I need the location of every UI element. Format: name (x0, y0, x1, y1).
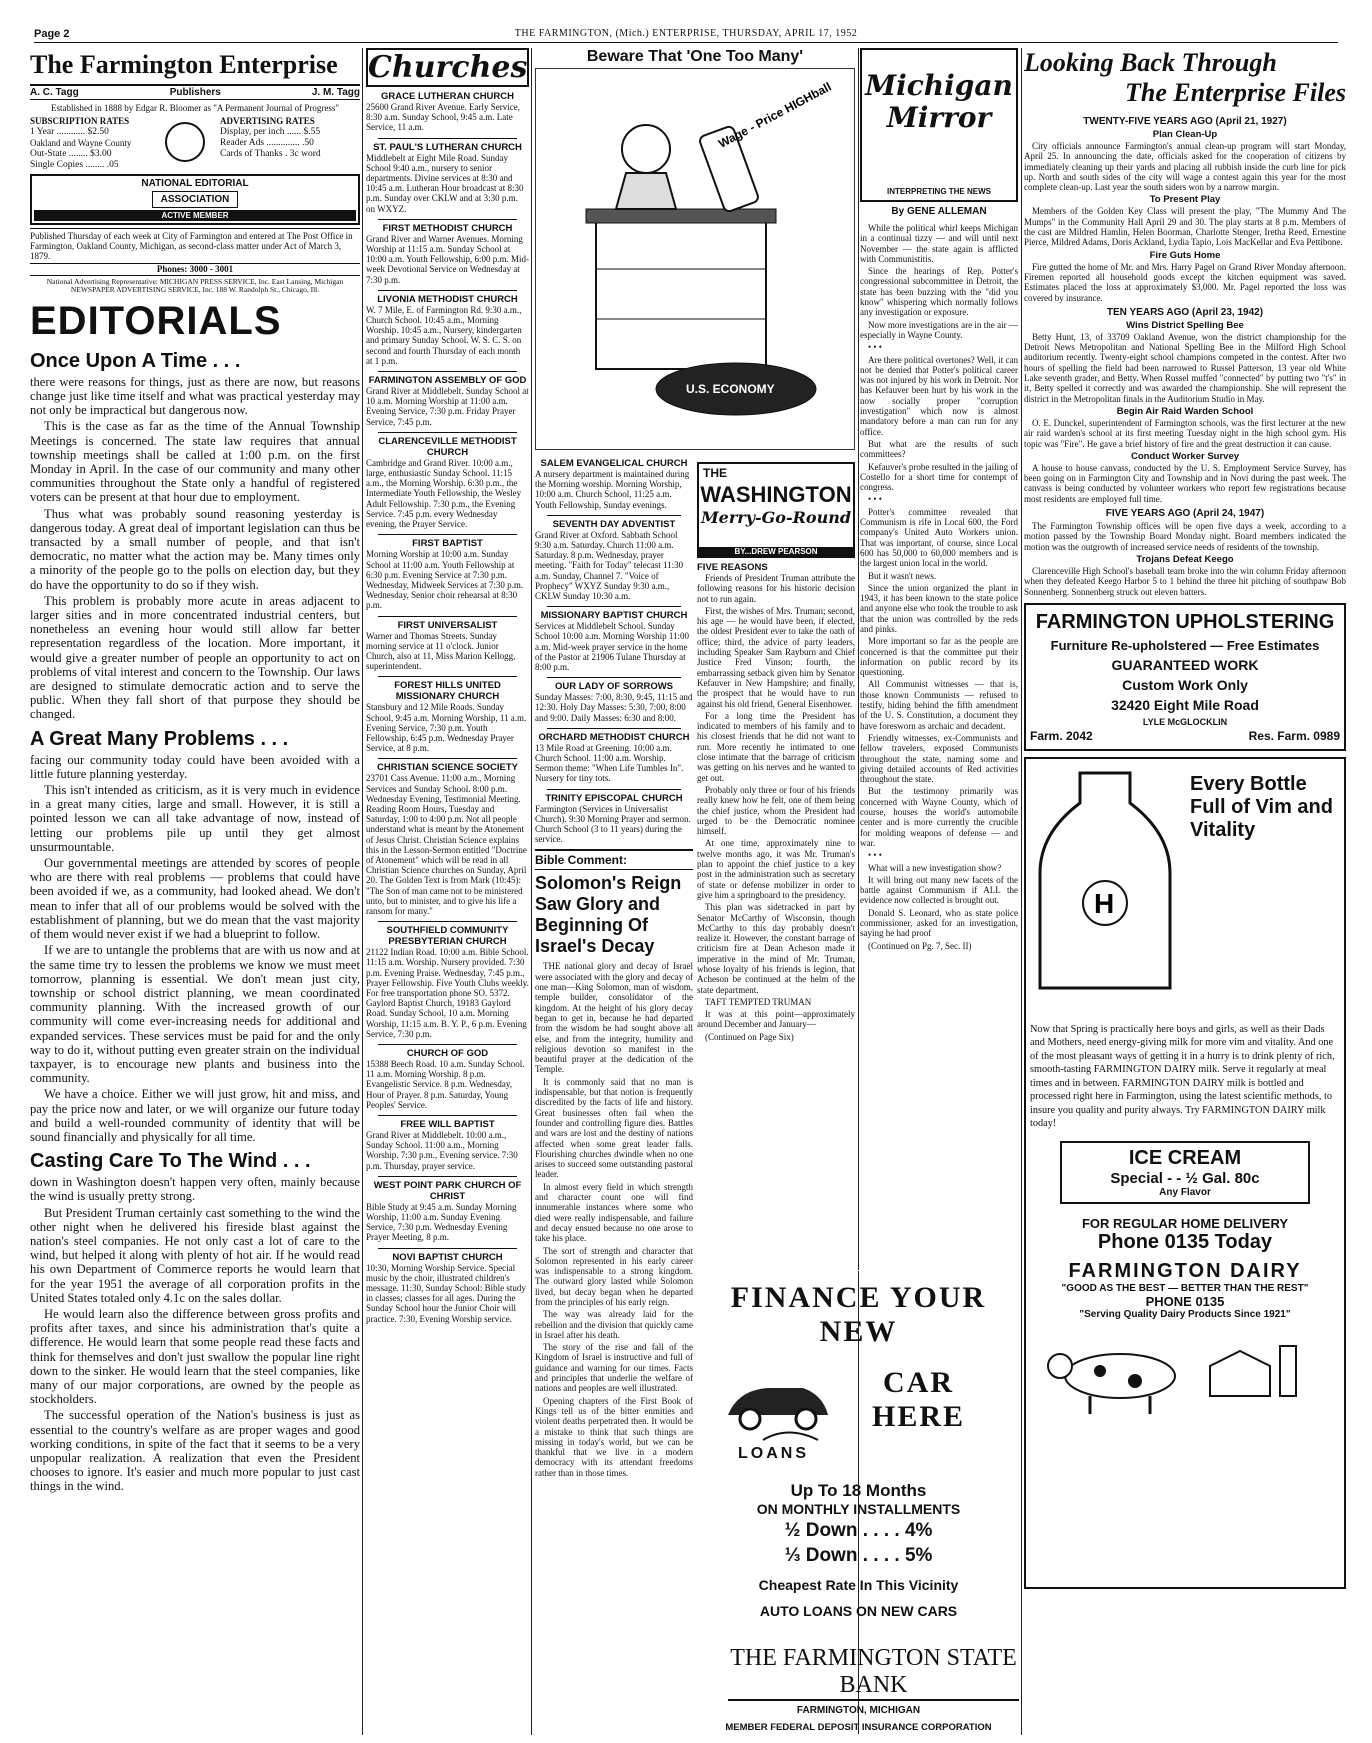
church-name: MISSIONARY BAPTIST CHURCH (540, 610, 688, 622)
church-listing (366, 925, 529, 1039)
looking-back-item-title: To Present Play (1149, 194, 1221, 206)
wmr-byline: BY...DREW PEARSON (699, 547, 853, 556)
paragraph: Since the union organized the plant in 1943, it has been known to the state police and anyone else who took the trouble to ask that the union was controlled by the reds and pinks. (860, 582, 1018, 634)
mirror-byline: By GENE ALLEMAN (891, 206, 987, 217)
church-name: FIRST METHODIST CHURCH (382, 222, 513, 234)
page-number: Page 2 (34, 28, 70, 40)
paragraph: Friends of President Truman attribute the following reasons for his historic decision not to run again. (697, 573, 855, 604)
masthead-line: THE FARMINGTON, (Mich.) ENTERPRISE, THURSDAY, APRIL 17, 1952 (514, 28, 858, 39)
looking-back-item-title: Plan Clean-Up (1152, 129, 1218, 140)
church-schedule: 15388 Beech Road. 10 a.m. Sunday School. 11 a.m. Morning Worship. 8 p.m. Evangelistic Service. 8 p.m. Wednesday, Hour of Prayer. 8 p.m. Saturday, Young Peoples' Service. (366, 1059, 525, 1110)
milk-bottle-icon (1030, 763, 1180, 993)
paragraph: The sort of strength and character that Solomon represented in his early career was indispensable to a strong kingdom. The outward glory lasted while Solomon lived, but decay began when he departed from the principles of his early reign. (535, 1245, 693, 1307)
church-schedule: 10:30, Morning Worship Service. Special music by the choir, illustrated children's message. 11:30, Sunday School: Bible study in classes; classes for all ages. During the Sunday School hour the Junior Choir will practice. 7:30, Evening Worship service. (366, 1262, 526, 1324)
paragraph: This problem is probably more acute in areas adjacent to larger sities and in more concentrated industrial centers, but nonetheless an evening hour would still allow far better representation regardless of the location. More important, it would give a greater number of people an opportunity to act on problems of vital interest and concern to the Township. Our laws are designed to stimulate democratic action and to serve the public. When they fall short of that purpose they should be changed. (30, 593, 360, 722)
publisher-mid: Publishers (169, 87, 221, 98)
paragraph: What will a new investigation show? (868, 862, 1002, 873)
ice-cream-special: Special - - ½ Gal. 80c (1110, 1169, 1260, 1187)
divider (547, 677, 681, 678)
church-schedule: Bible Study at 9:45 a.m. Sunday Morning Worship, 11:00 a.m. Sunday Evening Service, 7:30 p.m. Wednesday Evening Prayer Meeting, 8 p.m. (366, 1201, 517, 1243)
cartoon-panel (535, 48, 855, 453)
paragraph: While the political whirl keeps Michigan in a continual tizzy — and will until next November — the state again is afflicted with Communistitis. (860, 223, 1018, 264)
editorials-heading: EDITORIALS (30, 298, 282, 343)
church-name: SOUTHFIELD COMMUNITY PRESBYTERIAN CHURCH (386, 925, 509, 948)
divider (378, 616, 517, 617)
church-name: GRACE LUTHERAN CHURCH (381, 91, 514, 102)
church-name: FOREST HILLS UNITED MISSIONARY CHURCH (394, 680, 501, 703)
upholstery-owner: LYLE McGLOCKLIN (1142, 716, 1228, 727)
upholstery-address: 32420 Eight Mile Road (1111, 696, 1259, 713)
sub-rate: 1 Year ............ $2.50 (30, 127, 109, 138)
adv-rate: Cards of Thanks . 3c word (220, 149, 321, 160)
looking-back-item-title: Wins District Spelling Bee (1126, 319, 1244, 331)
mirror-tag: INTERPRETING THE NEWS (886, 187, 991, 196)
loans-label: LOANS (738, 1445, 809, 1462)
merry-go-round-column (697, 458, 855, 1266)
paragraph: Thus what was probably sound reasoning yesterday is dangerous today. A great deal of important legislation can thus be transacted by a small number of people, and that isn't democratic, no matter what the action may be. Many times only a minority of the people go to the polls on election day, but they do have the opportunity to do so if they wish. (30, 506, 360, 592)
church-schedule: 13 Mile Road at Greening. 10:00 a.m. Church School. 11:00 a.m. Worship. Sermon theme: "When Life Tumbles In". Nursery for tiny tots. (535, 742, 684, 784)
church-schedule: Grand River at Middlebelt. Sunday School at 10 a.m. Morning Worship at 11:00 a.m. Evening Service, 7:30 p.m. Friday Prayer Service, 7:45 p.m. (366, 386, 529, 427)
church-name: FREE WILL BAPTIST (400, 1119, 495, 1131)
ad-representative: National Advertising Representative: MICHIGAN PRESS SERVICE, Inc. East Lansing, Michigan NEWSPAPER ADVERTISING SERVICE, Inc. 188 W. Randolph St., Chicago, Ill. (46, 276, 344, 295)
paragraph: Probably only three or four of his friends really knew how he felt, one of them being the chief justice, whom the President had urged to be the Democratic nominee himself. (697, 784, 855, 837)
publishers-row (30, 84, 360, 100)
svg-text:H: H (1094, 887, 1115, 919)
paragraph: He would learn also the difference between gross profits and profits after taxes, and since his administration that's quite a difference. He would learn that some people read these facts and think for themselves and don't just swallow the popular line right down to the sinker. He would learn that the steel companies, like many of our major corporations, are owned by the people as stockholders. (30, 1306, 360, 1407)
dairy-ad (1024, 757, 1346, 1589)
editorial-body (30, 375, 360, 722)
paragraph: Our governmental meetings are attended by scores of people who are there with real problems — problems that could have been avoided if we, as a community, had looked ahead. We don't mean to infer that all of our problems would be solved with the establishment of planning, but we do mean that the vast majority of them would never exist if we had a blueprint to follow. (30, 856, 360, 942)
subscription-rates (30, 116, 150, 170)
michigan-press-seal (160, 116, 210, 170)
looking-back-item-text: Clarenceville High School's baseball team broke into the win column Friday afternoon when they defeated Keego Harbor 5 to 1 behind the three hit pitching of southpaw Bob Sonnenberg. Sonnenberg struck out eleven batters. (1024, 565, 1346, 597)
column-rule (1021, 48, 1022, 1735)
paragraph: THE national glory and decay of Israel were associated with the glory and decay of one man—King Solomon, man of wisdom, temple builder, consolidator of the kingdom. At the height of his glory decay began to get in, because he had departed from the wisdom he had sought above all else, and from the integrity, humility and religious devotion so manifest in the beautiful prayer at the dedication of the Temple. (535, 961, 693, 1075)
paragraph: Donald S. Leonard, who as state police commissioner, asked for an investigation, saying he had proof (860, 907, 1018, 939)
advertising-rates (220, 116, 360, 170)
editorial-column (30, 48, 360, 1735)
editorial-title: Casting Care To The Wind . . . (30, 1150, 311, 1173)
divider (378, 758, 517, 759)
wmr-body (697, 573, 855, 1042)
church-schedule: Grand River at Oxford. Sabbath School 9:30 a.m. Saturday. Church 11:00 a.m. Saturday. 8 p.m. Wednesday, prayer meeting. "Faith for Today" telecast 11:30 a.m. Sunday, Channel 7. "Voice of Prophecy" WXYZ Sunday 9:30 a.m., CKLW Sunday 10:30 a.m. (535, 529, 684, 602)
paragraph: Since the hearings of Rep. Potter's congressional subcommittee in Detroit, the state has been buzzing with the "did you know" whispering which normally follows any investigation or exposure. (860, 266, 1018, 318)
page-header (0, 0, 1372, 44)
bank-name: THE FARMINGTON STATE BANK (728, 1645, 1019, 1701)
divider (378, 1176, 517, 1177)
paragraph: First, the wishes of Mrs. Truman; second, his age — he would have been, if elected, the oldest President ever to take the oath of office; third, the advice of party leaders, including Speaker Sam Rayburn and Chief Justice Fred Vinson; fourth, the embarrassing setback given him by Senator Kefauver in New Hampshire; and finally, the prospect that he would have to run against his old friend, General Eisenhower. (697, 605, 855, 709)
paragraph: We have a choice. Either we will just grow, hit and miss, and pay the price now and later, or we will organize our future today and build a well-rounded community of identity that will be sound financially and physically for all time. (30, 1087, 360, 1144)
paragraph: facing our community today could have been avoided with a little future planning yesterday. (30, 752, 360, 781)
church-name: LIVONIA METHODIST CHURCH (377, 293, 518, 305)
church-schedule: 25600 Grand River Avenue. Early Service, 8:30 a.m. Sunday School, 9:45 a.m. Late Service, 11 a.m. (366, 102, 521, 133)
looking-back-section: TEN YEARS AGO (April 23, 1942) (1106, 306, 1264, 318)
paragraph: It will bring out many new facets of the battle against Communism if ALL the evidence now collected is brought out. (860, 874, 1018, 906)
paragraph: Opening chapters of the First Book of Kings tell us of the bitter enmities and violent deaths perpetrated then. It would be a mistake to think that such things are missing in today's world, but we can be thankful that we live in a modern democracy with its attendant freedoms rather than in those times. (535, 1395, 693, 1478)
paper-title: The Farmington Enterprise (30, 50, 338, 79)
merry-go-round-logo (697, 462, 855, 558)
looking-head1: Looking Back Through (1024, 48, 1277, 77)
established-note: Established in 1888 by Edgar R. Bloomer as "A Permanent Journal of Progress" (50, 103, 340, 113)
churches-column (366, 48, 529, 1735)
church-listing (366, 142, 529, 214)
divider (378, 371, 517, 372)
paragraph: The way was already laid for the rebellion and the division that quickly came in Israel after his death. (535, 1309, 693, 1340)
dairy-regular: FOR REGULAR HOME DELIVERY (1081, 1215, 1289, 1231)
paragraph: down in Washington doesn't happen very often, mainly because the wind is usually pretty strong. (30, 1175, 360, 1204)
church-schedule: W. 7 Mile, E. of Farmington Rd. 9:30 a.m., Church School. 10:45 a.m., Morning Worship. 10:45 a.m., Nursery, kindergarten and primary Sunday School. W. S. C. S. on second and fourth Thursday of each month at 1 p.m. (366, 304, 522, 366)
paragraph: there were reasons for things, just as there are now, but reasons change just like time itself and what was practical yesterday may not only be impractical but dangerous now. (30, 374, 360, 418)
dairy-top (1030, 763, 1340, 993)
paragraph: But what are the results of such committees? (860, 438, 1018, 460)
nea-name: NATIONAL EDITORIAL (141, 177, 249, 189)
adv-rate: Reader Ads .............. .50 (220, 138, 314, 149)
adv-rate: Display, per inch ...... $.55 (220, 127, 321, 138)
nea-badge (30, 174, 360, 225)
paragraph: The successful operation of the Nation's business is just as essential to the country's welfare as are proper wages and good working conditions, in spite of the fact that it seems to be a very unpopular realization. A realization that even the President chooses to ignore. It's easier and much more popular to just cast things in the wind. (30, 1408, 360, 1494)
church-listing (366, 762, 529, 916)
paragraph: Friendly witnesses, ex-Communists and fellow travelers, exposed Communists throughout the state, naming some and giving detailed accounts of Red activities throughout the state. (860, 732, 1018, 785)
church-name: TRINITY EPISCOPAL CHURCH (545, 792, 683, 804)
church-name: ORCHARD METHODIST CHURCH (538, 731, 690, 743)
bank-head2: CAR HERE (871, 1366, 966, 1433)
church-schedule: Grand River and Warner Avenues. Morning Worship at 11:15 a.m. Sunday School at 10:00 a.m. Youth Fellowship, 6:00 p.m. Mid-week Devotional Service on Wednesday at 7:30 p.m. (366, 233, 530, 285)
church-name: CLARENCEVILLE METHODIST CHURCH (378, 435, 517, 458)
dairy-headline: Every Bottle Full of Vim and Vitality (1190, 772, 1333, 841)
nea-member: ACTIVE MEMBER (34, 210, 356, 221)
church-name: WEST POINT PARK CHURCH OF CHRIST (373, 1179, 522, 1202)
dairy-since: "Serving Quality Dairy Products Since 1921" (1079, 1308, 1291, 1320)
bank-cheap: Cheapest Rate In This Vicinity (758, 1577, 959, 1593)
cow-farm-icon (1030, 1326, 1330, 1416)
bank-months: Up To 18 Months (790, 1481, 927, 1500)
bank-art (698, 1355, 1019, 1445)
church-listing (535, 458, 693, 510)
church-schedule: A nursery department is maintained during the Morning worship. Morning Worship, 10:00 a.m. Church School, 11:25 a.m. Youth Fellowship, Sunday evenings. (535, 469, 690, 510)
paragraph: It is commonly said that no man is indispensable, but that notion is frequently discredited by the facts of life and history. Great businesses often fail when the founder and controlling figure dies. Battles and wars are lost and the destiny of nations affected when some great leader falls. Flourishing churches dwindle when no one arises to succeed some outstanding pastoral leader. (535, 1076, 693, 1180)
economy-label: U.S. ECONOMY (686, 382, 775, 396)
church-name: SEVENTH DAY ADVENTIST (552, 518, 676, 530)
upholstery-line: GUARANTEED WORK (1111, 656, 1259, 673)
paragraph: This plan was sidetracked in part by Senator McCarthy of Wisconsin, though McCarthy to this day probably doesn't realize it. However, the constant barrage of criticism fire at Dean Acheson made it imperative in the mind of Mr. Truman, whose loyalty of his friends is legion, that Acheson be continued at the helm of the state department. (697, 902, 855, 995)
wmr-headline: FIVE REASONS (697, 562, 768, 573)
editorial-title: Once Upon A Time . . . (30, 349, 241, 372)
paragraph: If we are to untangle the problems that are with us now and at the same time try to lessen the problems we know we must meet tomorrow, planning is essential. We don't mean just city, township or school district planning, we mean coordinated community planning. With the increased growth of our community will come ever-increasing needs for additional and expanded services. These services must be paid for and the only way to do it, without putting even greater strain on the individual taxpayer, is to encourage new plants and business into the community. (30, 943, 360, 1086)
rates-box (30, 116, 360, 170)
church-listing (366, 91, 529, 133)
phones: Phones: 3000 - 3001 (30, 263, 360, 275)
paragraph: • • • (868, 850, 882, 861)
sub-rate: Single Copies ........ .05 (30, 159, 119, 170)
paragraph: But it wasn't news. (868, 570, 937, 581)
bank-fdic: MEMBER FEDERAL DEPOSIT INSURANCE CORPORATION (725, 1722, 992, 1733)
bank-installments: ON MONTHLY INSTALLMENTS (756, 1501, 961, 1517)
church-listing (366, 375, 529, 427)
church-schedule: Middlebelt at Eight Mile Road. Sunday School 9:40 a.m., nursery to senior departments. Divine services at 8:30 and 10:45 a.m. Lutheran Hour broadcast at 8:30 p.m. Sunday over CKLW and at 3:30 p.m. on WXYZ. (366, 152, 524, 214)
looking-back-item-text: The Farmington Township offices will be open five days a week, according to a motion passed by the Township Board Monday night. Board members indicated the motion was the outgrowth of increased service needs of residents of the township. (1024, 521, 1346, 552)
divider (378, 290, 517, 291)
looking-back-column (1024, 48, 1346, 1735)
bible-body (535, 961, 693, 1478)
church-listing (535, 732, 693, 784)
bottle-label: Wage - Price HIGHball (716, 79, 834, 151)
paragraph: (Continued on Pg. 7, Sec. II) (868, 940, 972, 951)
churches-continued (535, 458, 693, 1478)
church-listing (535, 610, 693, 672)
paragraph: • • • (868, 342, 882, 353)
looking-back-item-title: Trojans Defeat Keego (1136, 553, 1234, 565)
church-listing (366, 620, 529, 672)
dairy-phone: Phone 0135 Today (1097, 1230, 1273, 1253)
looking-back-item-title: Begin Air Raid Warden School (1116, 405, 1254, 417)
paragraph: TAFT TEMPTED TRUMAN (705, 996, 812, 1007)
cartoon-drawing (535, 68, 855, 450)
church-schedule: Grand River at Middlebelt. 10:00 a.m., Sunday School. 11:00 a.m., Morning Worship. 7:30 p.m., Evening service. 7:30 p.m. Thursday, prayer service. (366, 1130, 518, 1171)
church-name: SALEM EVANGELICAL CHURCH (540, 458, 688, 469)
divider (547, 789, 681, 790)
editorial-body (30, 753, 360, 1144)
publisher-left: A. C. Tagg (30, 87, 79, 98)
dairy-copy: Now that Spring is practically here boys and girls, as well as their Dads and Mothers, need energy-giving milk for more vim and vitality. And one of the most pleasant ways of getting it in a hurry is to drink plenty of rich, smooth-tasting FARMINGTON DAIRY milk. Serve it regularly at meal times and in between. FARMINGTON DAIRY milk is bottled and processed right here in Farmington, using the latest scientific methods, to insure you quality and purity always. Try FARMINGTON DAIRY milk today! (1030, 1023, 1335, 1130)
paragraph: For a long time the President has indicated to members of his family and to his closest friends that he did not want to run. More recently he intimated to one close intimate that the barrage of criticism was getting on his nerves and he wanted to get out. (697, 710, 855, 783)
upholstery-ad (1024, 603, 1346, 751)
paragraph: But President Truman certainly cast something to the wind the other night when he delivered his fireside blast against the nation's steel companies. He not only cast a lot of care to the wind, but helped it along with plenty of hot air. If he would read his own Department of Commerce reports he would learn that for the year 1951 the average of all corporation profits in the United States totaled only 4.1c on the sales dollar. (30, 1205, 360, 1305)
upholstery-line: Custom Work Only (1122, 676, 1248, 693)
subscription-head: SUBSCRIPTION RATES (30, 116, 130, 127)
church-schedule: Services at Middlebelt School. Sunday School 10:00 a.m. Morning Worship 11:00 a.m. Mid-week prayer service in the home of the Pastor at 21906 Tulane Thursday at 8:00 p.m. (535, 621, 690, 673)
church-list (366, 91, 529, 1324)
divider (378, 219, 517, 220)
looking-back-item-text: Fire gutted the home of Mr. and Mrs. Harry Pagel on Grand River Monday afternoon. Firemen reported all household goods except the kitchen equipment was saved. Estimates placed the loss at approximately $3,000. Mr. Pagel reported the loss was covered by insurance. (1024, 261, 1346, 303)
church-listing (535, 681, 693, 723)
divider (378, 432, 517, 433)
looking-back-item-text: Members of the Golden Key Class will present the play, "The Mummy And The Mumps" in the Community Hall April 29 and 30. The play starts at 8 p.m. Members of the cast are Mildred Hamlin, Helen Boorman, Charlotte Stenger, Iretha Reed, Ernestine Pierce, Mildred Adams, Doris Ackland, Lydia Tapio, Lois MacKellar and Eva Pettibone. (1024, 206, 1346, 248)
sub-rate: Oakland and Wayne County (30, 138, 132, 149)
divider (378, 1115, 517, 1116)
wmr-sub: Merry-Go-Round (700, 508, 852, 527)
editorial-body (30, 1175, 360, 1493)
paragraph: (Continued on Page Six) (705, 1031, 794, 1042)
paragraph: All Communist witnesses — that is, those known Communists — refused to testify, hiding behind the fifth amendment of the U. S. Constitution, a document they have foresworn as archaic and decadent. (860, 679, 1018, 731)
publication-notice: Published Thursday of each week at City of Farmington and entered at The Post Office in Farmington, Oakland County, Michigan, as second-class matter under Act of March 3, 1879. (30, 228, 360, 262)
publisher-right: J. M. Tagg (311, 87, 360, 98)
bank-city: FARMINGTON, MICHIGAN (796, 1705, 921, 1716)
divider (378, 138, 517, 139)
looking-back-section: TWENTY-FIVE YEARS AGO (April 21, 1927) (1083, 116, 1287, 127)
church-name: FARMINGTON ASSEMBLY OF GOD (368, 375, 527, 387)
upholstery-line: Furniture Re-upholstered — Free Estimates (1050, 637, 1320, 653)
divider (547, 606, 681, 607)
paragraph: This isn't intended as criticism, as it is very much in evidence in a great many cities, large and small. However, it is still a pointed lesson we can all take advantage of now, instead of letting our problems pile up until they get almost unsurmountable. (30, 783, 360, 854)
bible-comment-label: Bible Comment: (535, 849, 693, 870)
wmr-the: THE (703, 466, 727, 480)
upholstery-phone: Res. Farm. 0989 (1248, 728, 1340, 743)
bank-ad (697, 1270, 1020, 1735)
church-name: OUR LADY OF SORROWS (554, 681, 674, 693)
looking-back-item-text: A house to house canvass, conducted by the U. S. Employment Service Survey, has been going on in Farmington City and Township and in Novi during the past week. The canvass is being conducted by volunteer workers who report few registrations because most residents are employed full time. (1024, 462, 1346, 504)
upholstery-phones (1030, 729, 1340, 743)
wmr-name: WASHINGTON (700, 482, 852, 507)
paragraph: Potter's committee revealed that Communism is rife in Local 600, the Ford company's United Auto Workers union. That was important, of course, since Local 600 has 50,000 to 60,000 members and is the largest union local in the world. (860, 506, 1018, 569)
churches-heading: Churches (368, 50, 528, 85)
church-schedule: Stansbury and 12 Mile Roads. Sunday School, 9:45 a.m. Morning Worship, 11 a.m. Evening Service, 7:30 p.m. Youth Fellowship, 6:45 p.m. Wednesday Prayer Service, at 8 p.m. (366, 702, 527, 754)
looking-back-item-title: Conduct Worker Survey (1130, 450, 1240, 462)
divider (378, 534, 517, 535)
church-listing (366, 1119, 529, 1171)
sub-rate: Out-State ........ $3.00 (30, 148, 112, 159)
paragraph: It was at this point—approximately around December and January— (697, 1009, 855, 1030)
paragraph: At one time, approximately nine to twelve months ago, it was Mr. Truman's plan to appoint the chief justice to a key post in the administration such as secretary of state or defense mobilizer in order to give him a springboard to the presidency. (697, 838, 855, 900)
editorial-title: A Great Many Problems . . . (30, 727, 289, 750)
paragraph: Kefauver's probe resulted in the jailing of Costello for a short time for contempt of congress. (860, 461, 1018, 493)
divider (547, 515, 681, 516)
church-name: FIRST BAPTIST (412, 538, 483, 550)
church-listing (535, 793, 693, 845)
divider (378, 1248, 517, 1249)
mirror-body (860, 223, 1018, 951)
paragraph: Now more investigations are in the air — especially in Wayne County. (860, 319, 1018, 340)
dairy-phone2: PHONE 0135 (1145, 1293, 1225, 1309)
looking-back-item-text: O. E. Dunckel, superintendent of Farmington schools, was the first lecturer at the new air raid warden's school at its first meeting Tuesday night in the high school gym. His topic was "Fire". He gave a brief history of fire and the great destruction it can cause. (1024, 417, 1346, 449)
ice-cream: ICE CREAM (1128, 1146, 1242, 1169)
ice-cream-box (1060, 1141, 1310, 1204)
church-listing (366, 1048, 529, 1110)
church-schedule: Sunday Masses: 7:00, 8:30, 9:45, 11:15 and 12:30. Holy Day Masses: 5:30, 7:00, 8:00 and 9:00. Daily Masses: 6:30 and 8:00. (535, 692, 693, 723)
church-listing (366, 538, 529, 610)
church-listing (535, 519, 693, 601)
divider (547, 728, 681, 729)
paragraph: But the testimony primarily was concerned with Wayne County, which of course, houses the world's automobile center and is more currently the crucible for molding weapons of defense — and war. (860, 786, 1018, 848)
church-listing (366, 680, 529, 753)
divider (378, 921, 517, 922)
church-list (535, 458, 693, 844)
upholstery-phone: Farm. 2042 (1030, 728, 1093, 743)
paragraph: In almost every field in which strength and character count one will find innumerable instances where some who died were really indispensable, and failure and decay ensued because no one arose to take his place. (535, 1181, 693, 1244)
church-name: FIRST UNIVERSALIST (397, 619, 498, 631)
upholstery-name: FARMINGTON UPHOLSTERING (1035, 610, 1335, 633)
church-listing (366, 1180, 529, 1243)
ice-cream-flavor: Any Flavor (1159, 1186, 1211, 1198)
looking-head2: The Enterprise Files (1124, 78, 1346, 107)
paragraph: The story of the rise and fall of the Kingdom of Israel is instructive and full of guidance and warning for our times. Facts and principles that underlie the welfare of nations and peoples are well illustrated. (535, 1342, 693, 1394)
church-name: ST. PAUL'S LUTHERAN CHURCH (373, 141, 522, 153)
dairy-slogan: "GOOD AS THE BEST — BETTER THAN THE REST" (1061, 1282, 1309, 1294)
mirror-name: Michigan Mirror (865, 69, 1013, 134)
bank-auto: AUTO LOANS ON NEW CARS (759, 1603, 958, 1619)
divider (378, 676, 517, 677)
church-schedule: Farmington (Services in Universalist Church). 9:30 Morning Prayer and sermon. Church School (3 to 11 years) during the service. (535, 803, 691, 845)
advertising-head: ADVERTISING RATES (220, 116, 315, 127)
bank-head1: FINANCE YOUR NEW (730, 1281, 987, 1348)
paragraph: • • • (868, 494, 882, 505)
cartoon-illustration (536, 69, 854, 447)
paragraph: This is the case as far as the time of the Annual Township Meetings is concerned. The state law requires that annual township meetings shall be called at 1:00 p.m. on the first Monday in April. In the case of our community and many other communities throughout the State only a handful of registered voters can be present at that hour due to employment. (30, 419, 360, 505)
looking-back-item-text: City officials announce Farmington's annual clean-up program will start Monday, April 25. In announcing the date, officials asked for the cooperation of citizens by immediately cleaning up their yards and placing all rubbish inside the curb line for pick up. North and south sides of the city will wage a contest again this year for the most complete clean-up. Last year the south siders won by a narrow margin. (1024, 141, 1346, 193)
looking-back-item-title: Fire Guts Home (1149, 249, 1221, 261)
church-name: CHRISTIAN SCIENCE SOCIETY (377, 762, 518, 774)
church-name: NOVI BAPTIST CHURCH (392, 1251, 503, 1263)
column-rule (531, 48, 532, 1735)
church-schedule: Morning Worship at 10:00 a.m. Sunday School at 11:00 a.m. Youth Fellowship at 6:30 p.m. Evening Service at 7:30 p.m. Wednesday, Midweek Services at 7:30 p.m. Wednesday, Senior choir rehearsal at 8:30 p.m. (366, 549, 524, 611)
church-name: CHURCH OF GOD (406, 1048, 489, 1060)
divider (378, 1044, 517, 1045)
looking-back-section: FIVE YEARS AGO (April 24, 1947) (1105, 508, 1265, 520)
dairy-name: FARMINGTON DAIRY (1068, 1259, 1302, 1282)
car-icon (718, 1355, 838, 1445)
nea-association: ASSOCIATION (152, 191, 239, 208)
header-rule (34, 42, 1338, 43)
bible-headline: Solomon's Reign Saw Glory and Beginning Of Israel's Decay (535, 873, 682, 957)
michigan-mirror-logo (860, 48, 1018, 202)
column-rule (362, 48, 363, 1735)
looking-back-body (1024, 116, 1346, 597)
church-schedule: 21122 Indian Road. 10:00 a.m. Bible School. 11:15 a.m. Worship. Nursery provided. 7:30 p.m. Evening Praise. Wednesday, 7:45 p.m., Prayer Fellowship. Five Youth Clubs weekly. For free transportation phone SO. 5372. Gaylord Baptist Church, 19183 Gaylord Road. Sunday School, 10 a.m. Morning Worship, 11:15 a.m. B. Y. P., 6 p.m. Evening Service, 7:30 p.m. (366, 947, 529, 1039)
church-listing (366, 436, 529, 529)
bank-third-down: ⅓ Down . . . . 5% (784, 1545, 933, 1566)
paragraph: Are there political overtones? Well, it can not be denied that Potter's political career was not injured by his work in Detroit. Nor has Kefauver been hurt by his work in the now socially proper "corruption investigation" which now is almost mandatory before a man can run for any office. (860, 354, 1018, 437)
church-schedule: 23701 Cass Avenue. 11:00 a.m., Morning Services and Sunday School. 8:00 p.m. Wednesday Evening, Testimonial Meeting. Reading Room Hours, Tuesday and Saturday, 1:00 to 4:00 p.m. Not all people understand what is meant by the Atonement of Jesus Christ. Christian Science explains this in the Lesson-Sermon entitled "Doctrine of Atonement" which will be read in all Christian Science churches on Sunday, April 20. The Golden Text is from Mark (10:45): "The Son of man came not to be ministered unto, but to minister, and to give his life a ransom for many." (366, 773, 527, 916)
looking-back-item-text: Betty Hunt, 13, of 33709 Oakland Avenue, won the district championship for the Detroit News Metropolitan and National Spelling Bee in the Milford High School auditorium recently. Twenty-eight school champions competed in the contest. After two hours of spelling the field had been narrowed to Russel Patterson, 13 year old White Lake seventh grader, and Betty. When Russel muffed "connected" by putting two "t's" in it, Betty spelled it correctly and was awarded the championship. She will represent the district in the Metropolitan finals in the Auditorium Studio in May. (1024, 331, 1346, 404)
church-listing (366, 223, 529, 285)
church-schedule: Warner and Thomas Streets. Sunday morning service at 11 o'clock. Junior Church, also at 11, Miss Marion Kellogg, superintendent. (366, 630, 516, 672)
church-listing (366, 294, 529, 366)
church-schedule: Cambridge and Grand River. 10:00 a.m., large, enthusiastic Sunday School. 11:15 a.m., the Morning Worship. 6:30 p.m., the Intermediate Youth Fellowship, the Wesley Adult Fellowship. 7:30 p.m., the Evening Service. 7:45 p.m. every Wednesday evening, the Prayer Service. (366, 457, 522, 530)
bank-half-down: ½ Down . . . . 4% (784, 1520, 933, 1541)
cartoon-title: Beware That 'One Too Many' (586, 48, 804, 65)
paragraph: More important so far as the people are concerned is that the committee put their information on public record by its questioning. (860, 636, 1018, 678)
church-listing (366, 1252, 529, 1324)
